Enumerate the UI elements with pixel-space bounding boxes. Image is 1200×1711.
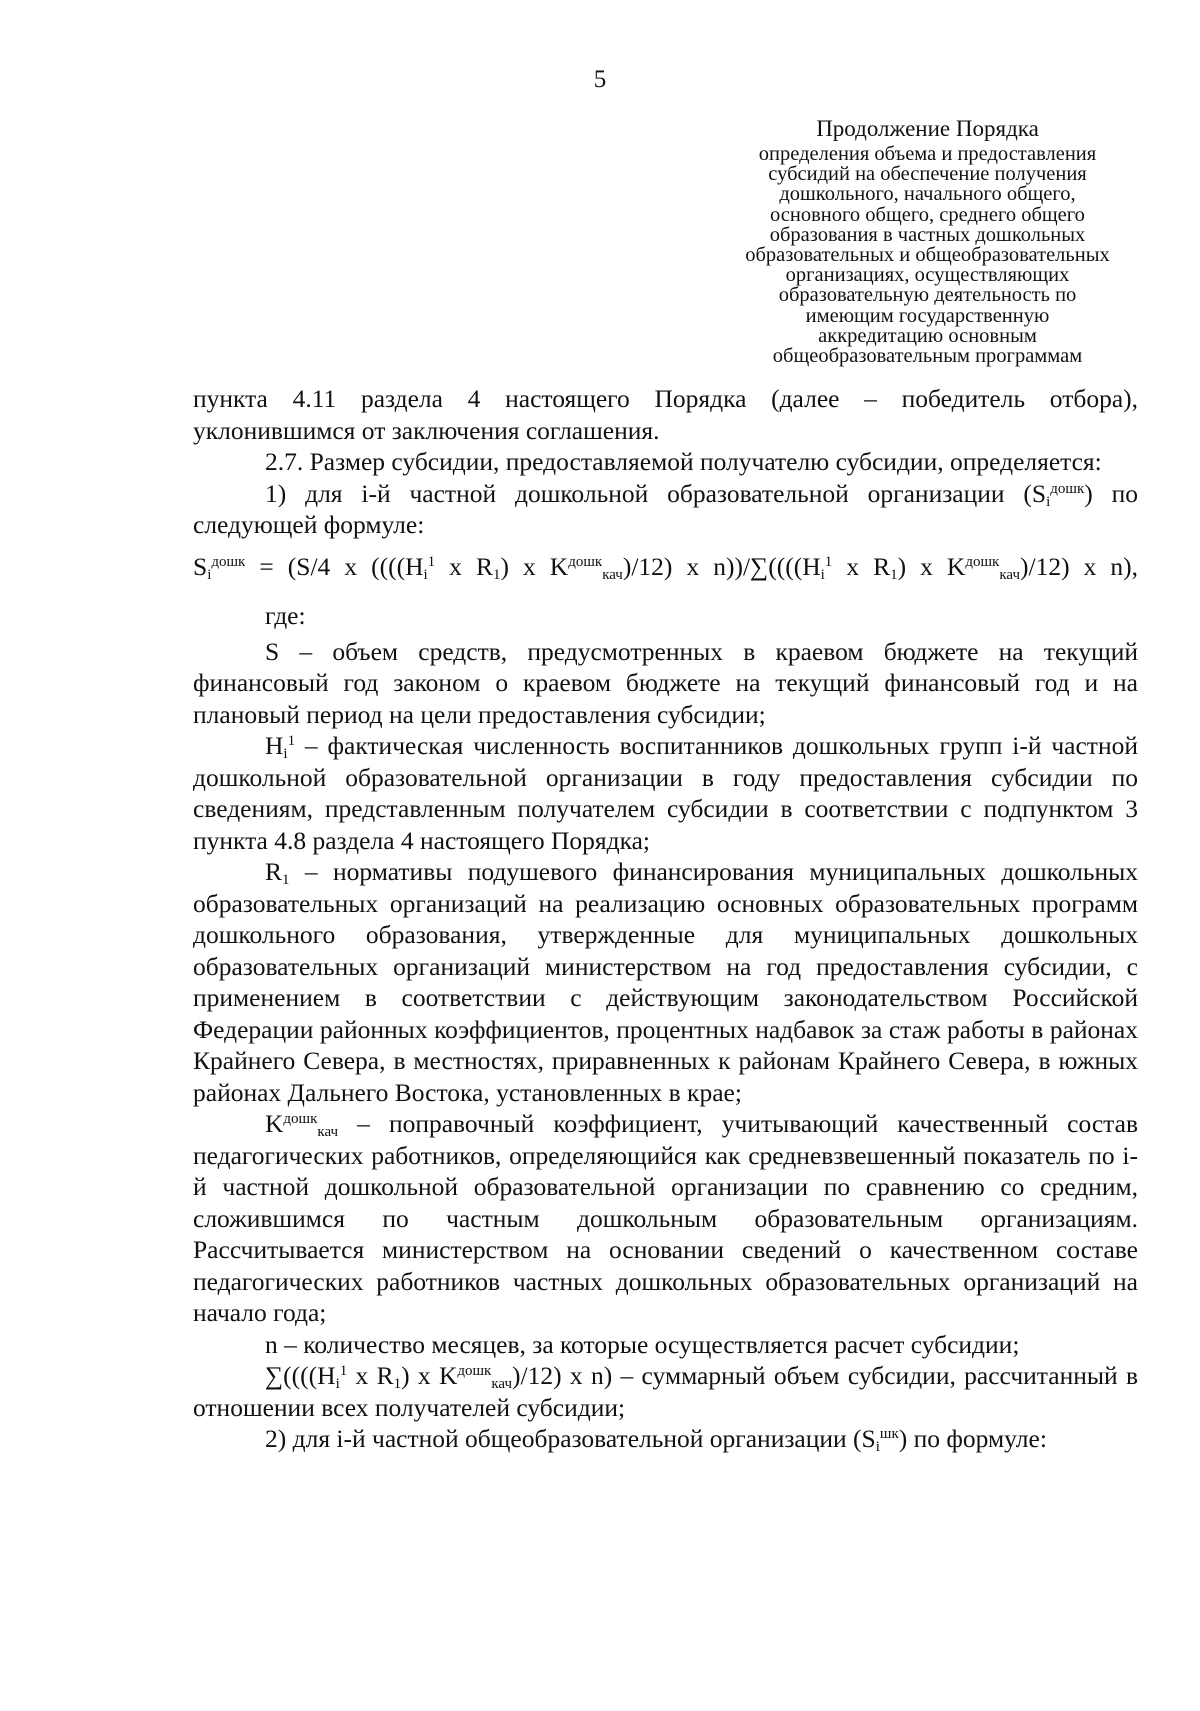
paragraph-continuation: пункта 4.11 раздела 4 настоящего Порядка (далее – победитель отбора), уклонившимся от заключения соглашения. — [193, 384, 1138, 445]
definition-sum: $\sum((((H_i^1$ x $R_1$) x $K^{дошк}_{кач})/12$) x n) – суммарный объем субсидии, рассчитанный в отношении всех получателей субсидии; — [193, 1361, 1138, 1422]
document-body — [193, 383, 1138, 1455]
document-header — [715, 116, 1140, 366]
header-line: имеющим государственную — [805, 304, 1050, 327]
header-line: образования в частных дошкольных — [769, 223, 1086, 246]
header-line: основного общего, среднего общего — [770, 203, 1085, 226]
header-line: субсидий на обеспечение получения — [768, 163, 1087, 186]
definition-s: S – объем средств, предусмотренных в краевом бюджете на текущий финансовый год законом о краевом бюджете на текущий финансовый год и на плановый период на цели предоставления субсидии; — [193, 636, 1138, 729]
definition-k: $K^{дошк}_{кач}$ – поправочный коэффициент, учитывающий качественный состав педагогических работников, определяющийся как средневзвешенный показатель по i-й частной дошкольной образовательной организации по сравнению со средним, сложившимся по частным дошкольным образовательным организациям. Рассчитывается министерством на основании сведений о качественном составе педагогических работников частных дошкольных образовательных организаций на начало года; — [193, 1109, 1138, 1327]
formula-preschool: $S_i^{дошк} = (S/4$ x (((($H_i^1$ x $R_1$) x $K^{дошк}_{кач})/12$) x $n))/\sum((((H_i^1$ x $R_1$) x $K^{дошк}_{кач})/12$) x n), — [193, 551, 1138, 583]
header-line: образовательных и общеобразовательных — [745, 244, 1110, 267]
paragraph-preschool-intro: 1) для i-й частной дошкольной образовательной организации $(S_i^{дошк})$ по следующей формуле: — [193, 478, 1138, 539]
header-line: аккредитацию основным — [818, 324, 1037, 347]
paragraph-2-7: 2.7. Размер субсидии, предоставляемой получателю субсидии, определяется: — [265, 447, 1102, 476]
definition-h: $H_i^1$ – фактическая численность воспитанников дошкольных групп i-й частной дошкольной образовательной организации в году предоставления субсидии по сведениям, представленным получателем субсидии в соответствии с подпунктом 3 пункта 4.8 раздела 4 настоящего Порядка; — [193, 731, 1138, 855]
definition-r: $R_1$ – нормативы подушевого финансирования муниципальных дошкольных образовательных организаций на реализацию основных образовательных программ дошкольного образования, утвержденные для муниципальных дошкольных образовательных организаций министерством на год предоставления субсидии, с применением в соответствии с действующим законодательством Российской Федерации районных коэффициентов, процентных надбавок за стаж работы в районах Крайнего Севера, в местностях, приравненных к районам Крайнего Севера, в южных районах Дальнего Востока, установленных в крае; — [193, 857, 1138, 1107]
header-title: Продолжение Порядка — [816, 116, 1039, 141]
header-line: организациях, осуществляющих — [785, 264, 1070, 287]
definition-n: n – количество месяцев, за которые осуществляется расчет субсидии; — [265, 1329, 1020, 1359]
header-line: общеобразовательным программам — [772, 345, 1083, 368]
header-line: дошкольного, начального общего, — [779, 183, 1076, 206]
page-number: 5 — [593, 66, 607, 93]
header-line: образовательную деятельность по — [778, 284, 1077, 307]
where-label: где: — [265, 601, 306, 630]
header-line: определения объема и предоставления — [758, 143, 1097, 165]
paragraph-school-intro: 2) для i-й частной общеобразовательной организации $(S_i^{шк})$ по формуле: — [265, 1424, 1047, 1455]
